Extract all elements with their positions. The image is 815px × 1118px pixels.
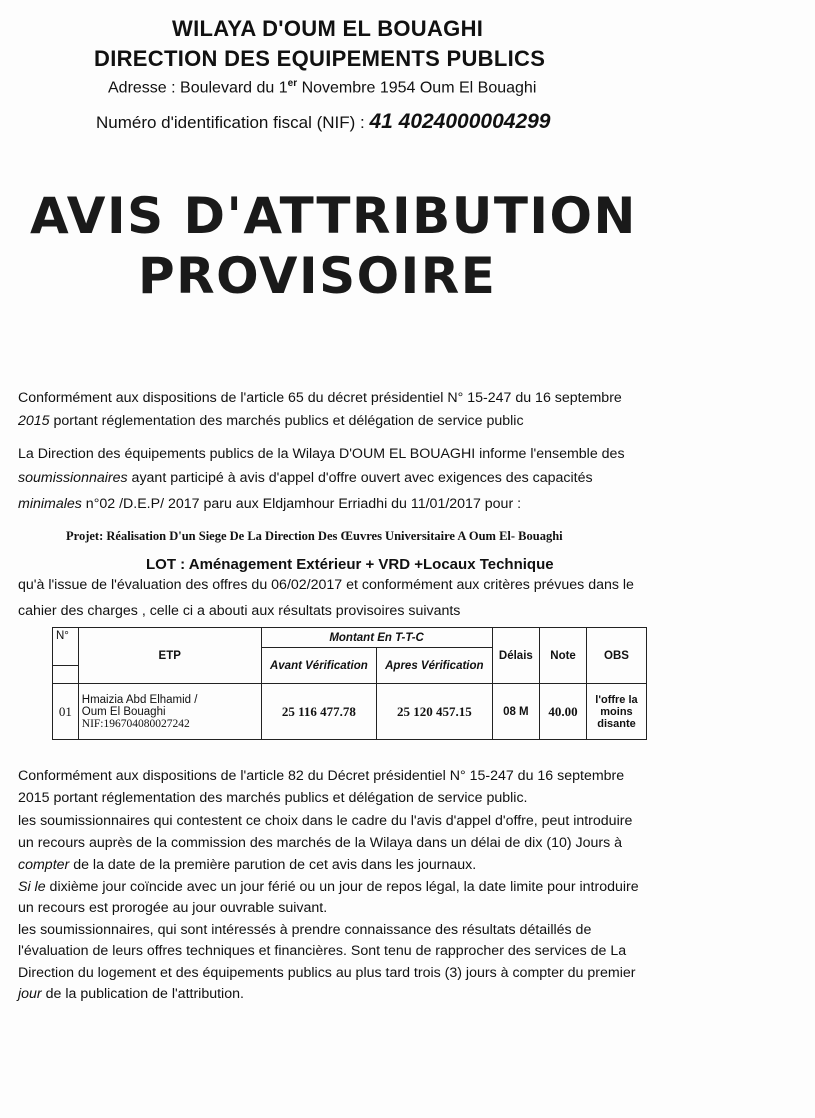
closing-line: 2015 portant réglementation des marchés publics et délégation de service public. (18, 790, 528, 806)
header-avant: Avant Vérification (261, 648, 376, 684)
header-note: Note (540, 628, 587, 684)
direction-heading: DIRECTION DES EQUIPEMENTS PUBLICS (94, 46, 546, 71)
nif-line (96, 110, 550, 134)
row-num: 01 (53, 684, 79, 740)
header-apres: Apres Vérification (377, 648, 492, 684)
header-num: N° (53, 628, 79, 666)
closing-line: les soumissionnaires, qui sont intéressés à prendre connaissance des résultats détaillés de (18, 922, 592, 938)
row-avant: 25 116 477.78 (261, 684, 376, 740)
closing-line: un recours est prorogée au jour ouvrable suivant. (18, 900, 328, 916)
nif-label: Numéro d'identification fiscal (NIF) : (96, 113, 370, 132)
projet-line: Projet: Réalisation D'un Siege De La Direction Des Œuvres Universitaire A Oum El- Bouaghi (66, 529, 563, 543)
header-etp: ETP (78, 628, 261, 684)
title-line-1: AVIS D'ATTRIBUTION (30, 187, 637, 245)
nif-value: 41 4024000004299 (369, 110, 551, 133)
closing-line: un recours auprès de la commission des marchés de la Wilaya dans un délai de dix (10) Jours à (18, 835, 623, 851)
address-line: Adresse : Boulevard du 1er Novembre 1954 Oum El Bouaghi (108, 78, 537, 97)
wilaya-heading: WILAYA D'OUM EL BOUAGHI (172, 16, 484, 41)
lot-line: LOT : Aménagement Extérieur + VRD +Locaux Technique (146, 556, 554, 573)
header-montant: Montant En T-T-C (261, 628, 492, 648)
header-obs: OBS (586, 628, 646, 684)
row-apres: 25 120 457.15 (377, 684, 492, 740)
closing-line: Si le dixième jour coïncide avec un jour férié ou un jour de repos légal, la date limite pour introduire (18, 879, 639, 895)
row-note: 40.00 (540, 684, 587, 740)
closing-line: l'évaluation de leurs offres techniques et financières. Sont tenu de rapprocher des services de La (18, 943, 627, 959)
header-num-spacer (53, 666, 79, 684)
closing-line: compter de la date de la première parution de cet avis dans les journaux. (18, 857, 477, 873)
closing-line: les soumissionnaires qui contestent ce choix dans le cadre du l'avis d'appel d'offre, peut introduire (18, 813, 633, 829)
closing-line: Direction du logement et des équipements publics au plus tard trois (3) jours à compter du premier (18, 965, 636, 981)
row-delais: 08 M (492, 684, 540, 740)
results-table (52, 627, 647, 740)
intro-line: minimales n°02 /D.E.P/ 2017 paru aux Eldjamhour Erriadhi du 11/01/2017 pour : (18, 496, 522, 512)
intro-line: 2015 portant réglementation des marchés publics et délégation de service public (18, 413, 524, 429)
intro-line: soumissionnaires ayant participé à avis d'appel d'offre ouvert avec exigences des capacités (18, 470, 593, 486)
eval-line: qu'à l'issue de l'évaluation des offres du 06/02/2017 et conformément aux critères prévues dans le (18, 577, 634, 593)
intro-line: Conformément aux dispositions de l'article 65 du décret présidentiel N° 15-247 du 16 septembre (18, 390, 622, 406)
intro-line: La Direction des équipements publics de la Wilaya D'OUM EL BOUAGHI informe l'ensemble des (18, 446, 625, 462)
row-obs: l'offre la moins disante (586, 684, 646, 740)
closing-line: Conformément aux dispositions de l'article 82 du Décret présidentiel N° 15-247 du 16 septembre (18, 768, 625, 784)
eval-line: cahier des charges , celle ci a abouti aux résultats provisoires suivants (18, 603, 461, 619)
document-title (30, 186, 650, 306)
title-line-2: PROVISOIRE (138, 247, 497, 305)
closing-line: jour de la publication de l'attribution. (18, 986, 244, 1002)
header-delais: Délais (492, 628, 540, 684)
row-etp: Hmaizia Abd Elhamid / Oum El Bouaghi NIF:196704080027242 (78, 684, 261, 740)
